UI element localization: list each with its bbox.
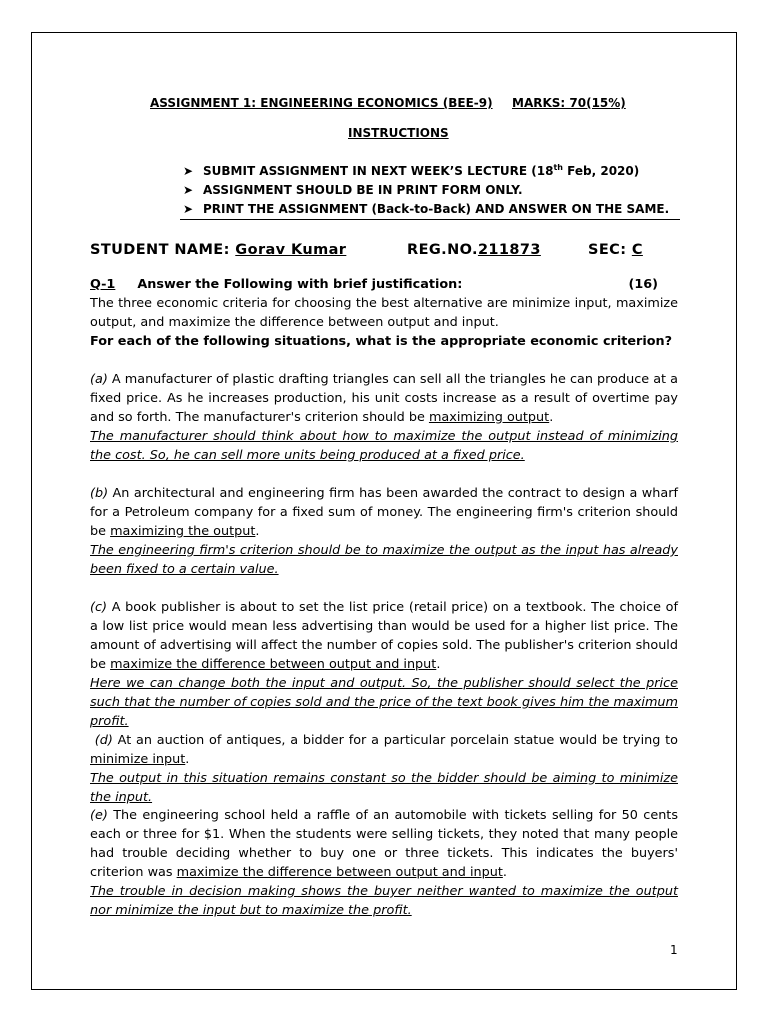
section: C	[631, 242, 643, 258]
part-c-criterion: maximize the difference between output and input	[110, 657, 437, 672]
part-c: (c) A book publisher is about to set the list price (retail price) on a textbook. The choice of a low list price would mean less advertising than would be used for a higher list price. The amount of advertising will affect the number of copies sold. The publisher's criterion should be maximize the difference between output and input.	[90, 600, 678, 672]
reg-no-field: REG.NO.211873	[407, 242, 541, 258]
part-e-answer: The trouble in decision making shows the buyer neither wanted to maximize the output nor minimize the input but to maximize the profit.	[90, 884, 678, 918]
part-d-answer: The output in this situation remains constant so the bidder should be aiming to minimize the input.	[90, 771, 678, 805]
header-divider	[180, 219, 680, 220]
part-d: (d) At an auction of antiques, a bidder for a particular porcelain statue would be trying to minimize input.	[90, 733, 678, 767]
student-name: Gorav Kumar	[235, 242, 347, 258]
part-a: (a) A manufacturer of plastic drafting triangles can sell all the triangles he can produce at a fixed price. As he increases production, his unit costs increase as a result of overtime pay and so forth. The manufacturer's criterion should be maximizing output.	[90, 372, 678, 425]
part-a-criterion: maximizing output	[428, 410, 550, 425]
part-d-criterion: minimize input	[90, 752, 186, 767]
question-intro: The three economic criteria for choosing the best alternative are minimize input, maximize output, and maximize the difference between output and input.	[90, 296, 678, 330]
part-b: (b) An architectural and engineering firm has been awarded the contract to design a wharf for a Petroleum company for a fixed sum of money. The engineering firm's criterion should be maximizing the output.	[90, 486, 678, 539]
arrow-bullet-icon: ➤	[183, 183, 194, 197]
instruction-item: ➤ ASSIGNMENT SHOULD BE IN PRINT FORM ONLY.	[183, 181, 683, 200]
instructions-list	[183, 162, 683, 219]
instruction-item: ➤ SUBMIT ASSIGNMENT IN NEXT WEEK’S LECTURE (18th Feb, 2020)	[183, 162, 683, 181]
marks-label: MARKS: 70(15%)	[512, 96, 626, 110]
part-b-criterion: maximizing the output	[110, 524, 256, 539]
assignment-title: ASSIGNMENT 1: ENGINEERING ECONOMICS (BEE-9)	[150, 96, 493, 110]
student-name-field: STUDENT NAME: Gorav Kumar	[90, 242, 347, 258]
part-e: (e) The engineering school held a raffle of an automobile with tickets selling for 50 cents each or three for $1. When the students were selling tickets, they noted that many people had trouble deciding whether to buy one or three tickets. This indicates the buyers' criterion was maximize the difference between output and input.	[90, 808, 678, 880]
question-header	[90, 275, 678, 294]
question-number: Q-1	[90, 277, 116, 292]
part-e-criterion: maximize the difference between output and input	[176, 865, 503, 880]
question-marks: (16)	[628, 277, 658, 292]
question-prompt: Answer the Following with brief justification:	[137, 277, 463, 292]
question-ask: For each of the following situations, what is the appropriate economic criterion?	[90, 334, 673, 349]
part-b-answer: The engineering firm's criterion should be to maximize the output as the input has already been fixed to a certain value.	[90, 543, 678, 577]
part-a-answer: The manufacturer should think about how to maximize the output instead of minimizing the cost. So, he can sell more units being produced at a fixed price.	[90, 429, 678, 463]
reg-no: 211873	[477, 242, 541, 258]
section-field: SEC: C	[588, 242, 643, 258]
arrow-bullet-icon: ➤	[183, 202, 194, 216]
arrow-bullet-icon: ➤	[183, 164, 194, 178]
instruction-item: ➤ PRINT THE ASSIGNMENT (Back-to-Back) AND ANSWER ON THE SAME.	[183, 200, 683, 219]
instructions-title: INSTRUCTIONS	[348, 126, 449, 140]
page-number: 1	[670, 943, 678, 957]
part-c-answer: Here we can change both the input and output. So, the publisher should select the price such that the number of copies sold and the price of the text book gives him the maximum profit.	[90, 676, 678, 729]
